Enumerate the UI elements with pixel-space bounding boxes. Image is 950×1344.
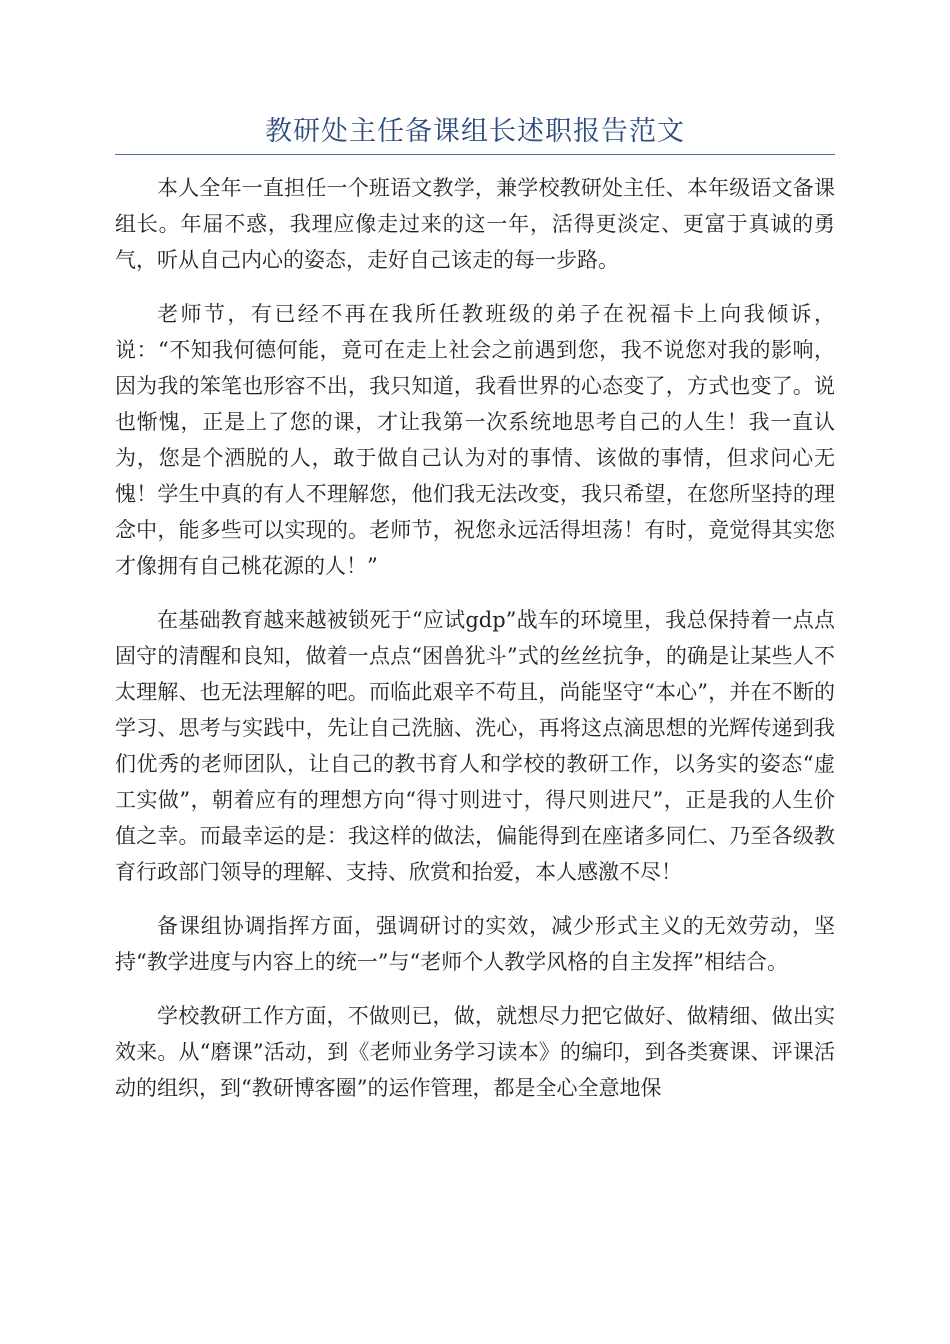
document-title: 教研处主任备课组长述职报告范文 (265, 116, 685, 147)
document-body (115, 170, 835, 1124)
paragraph: 在基础教育越来越被锁死于“应试gdp”战车的环境里，我总保持着一点点固守的清醒和良知，做着一点点“困兽犹斗”式的丝丝抗争，的确是让某些人不太理解、也无法理解的吧。而临此艰辛不苟且，尚能坚守“本心”，并在不断的学习、思考与实践中，先让自己洗脑、洗心，再将这点滴思想的光辉传递到我们优秀的老师团队，让自己的教书育人和学校的教研工作，以务实的姿态“虚工实做”，朝着应有的理想方向“得寸则进寸，得尺则进尺”，正是我的人生价值之幸。而最幸运的是：我这样的做法，偏能得到在座诸多同仁、乃至各级教育行政部门领导的理解、支持、欣赏和抬爱，本人感激不尽！ (115, 608, 835, 884)
paragraph: 学校教研工作方面，不做则已，做，就想尽力把它做好、做精细、做出实效来。从“磨课”活动，到《老师业务学习读本》的编印，到各类赛课、评课活动的组织，到“教研博客圈”的运作管理，都是全心全意地保 (115, 1004, 835, 1100)
paragraph: 老师节，有已经不再在我所任教班级的弟子在祝福卡上向我倾诉，说：“不知我何德何能，竟可在走上社会之前遇到您，我不说您对我的影响，因为我的笨笔也形容不出，我只知道，我看世界的心态变了，方式也变了。说也惭愧，正是上了您的课，才让我第一次系统地思考自己的人生！我一直认为，您是个洒脱的人，敢于做自己认为对的事情、该做的事情，但求问心无愧！学生中真的有人不理解您，他们我无法改变，我只希望，在您所坚持的理念中，能多些可以实现的。老师节，祝您永远活得坦荡！有时，竟觉得其实您才像拥有自己桃花源的人！” (115, 302, 835, 578)
title-underline (115, 154, 835, 155)
paragraph: 本人全年一直担任一个班语文教学，兼学校教研处主任、本年级语文备课组长。年届不惑，我理应像走过来的这一年，活得更淡定、更富于真诚的勇气，听从自己内心的姿态，走好自己该走的每一步路。 (115, 176, 835, 272)
paragraph: 备课组协调指挥方面，强调研讨的实效，减少形式主义的无效劳动，坚持“教学进度与内容上的统一”与“老师个人教学风格的自主发挥”相结合。 (115, 914, 835, 974)
